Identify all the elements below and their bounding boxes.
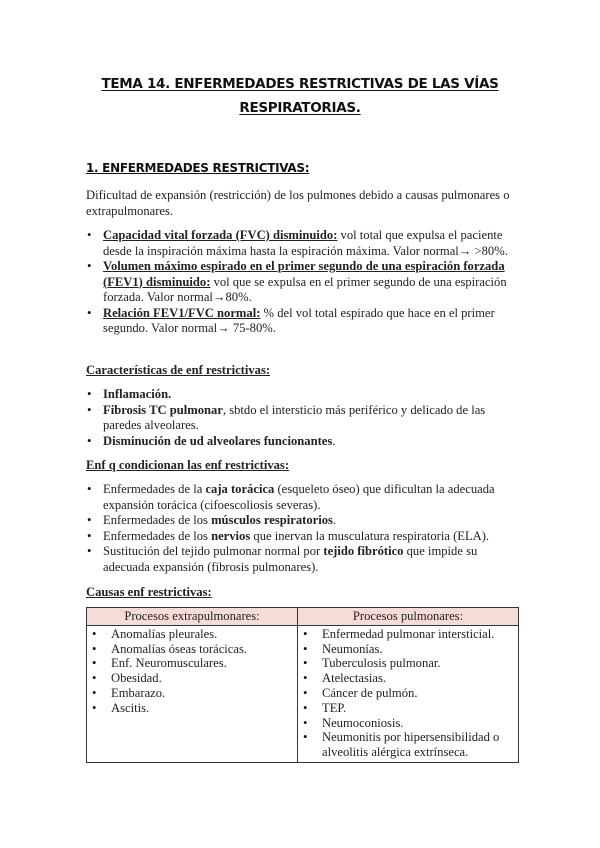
- condicionan-list: [86, 482, 526, 575]
- list-item: • Cáncer de pulmón.: [302, 686, 514, 701]
- list-item: • Anomalías pleurales.: [91, 627, 293, 642]
- item-bold: caja torácica: [205, 482, 275, 496]
- list-item: [86, 403, 526, 434]
- list-item: • Neumonías.: [302, 642, 514, 657]
- term-fev1: Volumen máximo espirado en el primer segundo de una espiración forzada (FEV1) disminuido:: [103, 259, 505, 289]
- list-item: • Tuberculosis pulmonar.: [302, 656, 514, 671]
- item-text: Enfermedades de los: [103, 528, 212, 543]
- item-bold: nervios: [211, 528, 251, 543]
- list-item: • Obesidad.: [91, 671, 293, 686]
- item-text: que impide su adecuada expansión (fibrosis pulmonares).: [103, 544, 478, 574]
- list-item: • Anomalías óseas torácicas.: [91, 642, 293, 657]
- list-item: [86, 434, 526, 450]
- list-item: • TEP.: [302, 701, 514, 716]
- list-item: • Enf. Neuromusculares.: [91, 656, 293, 671]
- title-line-2: RESPIRATORIAS.: [239, 100, 361, 116]
- list-item: [86, 544, 526, 575]
- item-bold: Inflamación.: [103, 387, 172, 401]
- causas-table: [86, 607, 519, 763]
- title-line-1: TEMA 14. ENFERMEDADES RESTRICTIVAS DE LAS VÍAS: [101, 76, 499, 92]
- term-fvc: Capacidad vital forzada (FVC) disminuido:: [103, 228, 338, 242]
- list-item: • Enfermedad pulmonar intersticial.: [302, 627, 514, 642]
- table-cell-pulmonares: [298, 625, 519, 762]
- list-item: • Ascitis.: [91, 701, 293, 716]
- subheading-causas: Causas enf restrictivas:: [86, 585, 212, 599]
- item-text: , sbtdo el intersticio más periférico y delicado de las paredes alveolares.: [103, 402, 486, 432]
- term-fvc-description: vol total que expulsa el paciente desde la inspiración máxima hasta la espiración máxima. Valor normal→ >80%.: [103, 228, 508, 258]
- subheading-condicionan: Enf q condicionan las enf restrictivas:: [86, 458, 290, 472]
- list-item: • Atelectasias.: [302, 671, 514, 686]
- list-item: [86, 387, 526, 403]
- item-text: (esqueleto óseo) que dificultan la adecuada expansión torácica (cifoescoliosis severas).: [103, 482, 495, 512]
- table-cell-extrapulmonares: [87, 625, 298, 762]
- list-item: [86, 482, 526, 513]
- table-header: Procesos pulmonares:: [298, 608, 519, 626]
- list-item: [86, 228, 526, 259]
- item-text: .: [332, 513, 337, 527]
- list-item: [86, 259, 526, 306]
- caracteristicas-list: [86, 387, 526, 449]
- list-item: [86, 529, 526, 545]
- item-bold: Disminución de ud alveolares funcionantes: [103, 433, 333, 448]
- item-text: Enfermedades de la: [103, 482, 206, 496]
- term-ratio-description: % del vol total espirado que hace en el primer segundo. Valor normal→ 75-80%.: [103, 305, 495, 335]
- list-item: • Embarazo.: [91, 686, 293, 701]
- intro-paragraph: Dificultad de expansión (restricción) de los pulmones debido a causas pulmonares o extrapulmonares.: [86, 188, 510, 218]
- list-item: [86, 306, 526, 337]
- item-bold: músculos respiratorios: [211, 513, 333, 527]
- section-heading: 1. ENFERMEDADES RESTRICTIVAS:: [86, 161, 310, 175]
- item-text: Enfermedades de los: [103, 513, 212, 527]
- term-fev1-description: vol que se expulsa en el primer segundo de una espiración forzada. Valor normal→80%.: [103, 274, 507, 304]
- table-header: Procesos extrapulmonares:: [87, 608, 298, 626]
- document-title: [60, 72, 540, 120]
- item-bold: tejido fibrótico: [323, 544, 404, 558]
- list-item: • Neumonitis por hipersensibilidad o alveolitis alérgica extrínseca.: [302, 730, 514, 760]
- item-text: que inervan la musculatura respiratoria (ELA).: [250, 528, 490, 543]
- term-ratio: Relación FEV1/FVC normal:: [103, 305, 261, 320]
- spirometry-list: [86, 228, 526, 337]
- subheading-caracteristicas: Características de enf restrictivas:: [86, 363, 271, 377]
- item-text: Sustitución del tejido pulmonar normal por: [103, 544, 324, 558]
- list-item: [86, 513, 526, 529]
- list-item: • Neumoconiosis.: [302, 716, 514, 731]
- item-text: .: [332, 433, 336, 448]
- item-bold: Fibrosis TC pulmonar: [103, 402, 223, 417]
- section-intro-block: [86, 188, 526, 219]
